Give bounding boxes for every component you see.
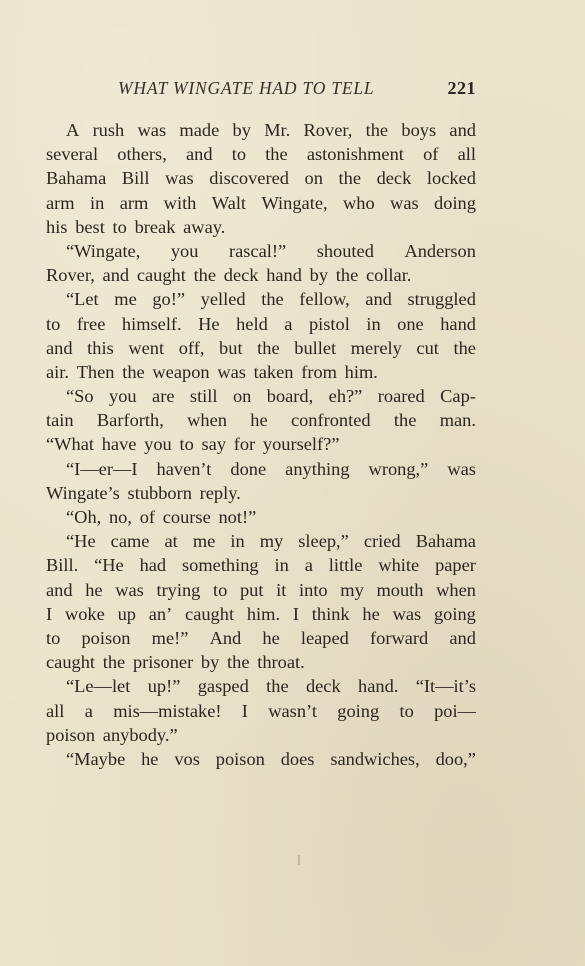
text-line: caught the prisoner by the throat. — [46, 652, 305, 673]
text-line: to poison me!” And he leaped forward and — [46, 627, 476, 648]
text-line: “Maybe he vos poison does sandwiches, doo,” — [66, 748, 476, 769]
text-line: and he was trying to put it into my mouth when — [46, 579, 476, 600]
text-line: Bahama Bill was discovered on the deck locked — [46, 168, 476, 189]
text-line: Bill. “He had something in a little white paper — [46, 555, 476, 576]
text-line: tain Barforth, when he confronted the man. — [46, 410, 476, 431]
text-line: Wingate’s stubborn reply. — [46, 482, 241, 503]
print-mark — [298, 855, 300, 865]
page-header — [46, 78, 476, 104]
text-line: “Let me go!” yelled the fellow, and struggled — [66, 289, 476, 310]
running-head: WHAT WINGATE HAD TO TELL — [118, 78, 375, 98]
text-line: “He came at me in my sleep,” cried Bahama — [66, 531, 476, 552]
text-line: several others, and to the astonishment of all — [46, 144, 476, 165]
body-text — [46, 118, 476, 771]
text-line: “I—er—I haven’t done anything wrong,” was — [66, 458, 476, 479]
page-number: 221 — [447, 78, 476, 98]
text-line: Rover, and caught the deck hand by the collar. — [46, 265, 412, 286]
text-line: A rush was made by Mr. Rover, the boys and — [66, 120, 476, 140]
text-line: air. Then the weapon was taken from him. — [46, 361, 378, 382]
text-line: “Le—let up!” gasped the deck hand. “It—it’s — [66, 676, 476, 697]
text-line: “Oh, no, of course not!” — [66, 507, 257, 527]
text-line: “So you are still on board, eh?” roared Cap- — [66, 386, 476, 407]
text-line: his best to break away. — [46, 216, 226, 237]
text-line: I woke up an’ caught him. I think he was going — [46, 603, 476, 624]
text-line: and this went off, but the bullet merely cut the — [46, 337, 476, 358]
text-line: “What have you to say for yourself?” — [46, 434, 340, 455]
text-line: “Wingate, you rascal!” shouted Anderson — [66, 240, 476, 261]
text-line: arm in arm with Walt Wingate, who was doing — [46, 192, 476, 213]
text-line: poison anybody.” — [46, 724, 178, 745]
text-line: all a mis—mistake! I wasn’t going to poi— — [46, 700, 476, 721]
text-line: to free himself. He held a pistol in one hand — [46, 313, 476, 334]
